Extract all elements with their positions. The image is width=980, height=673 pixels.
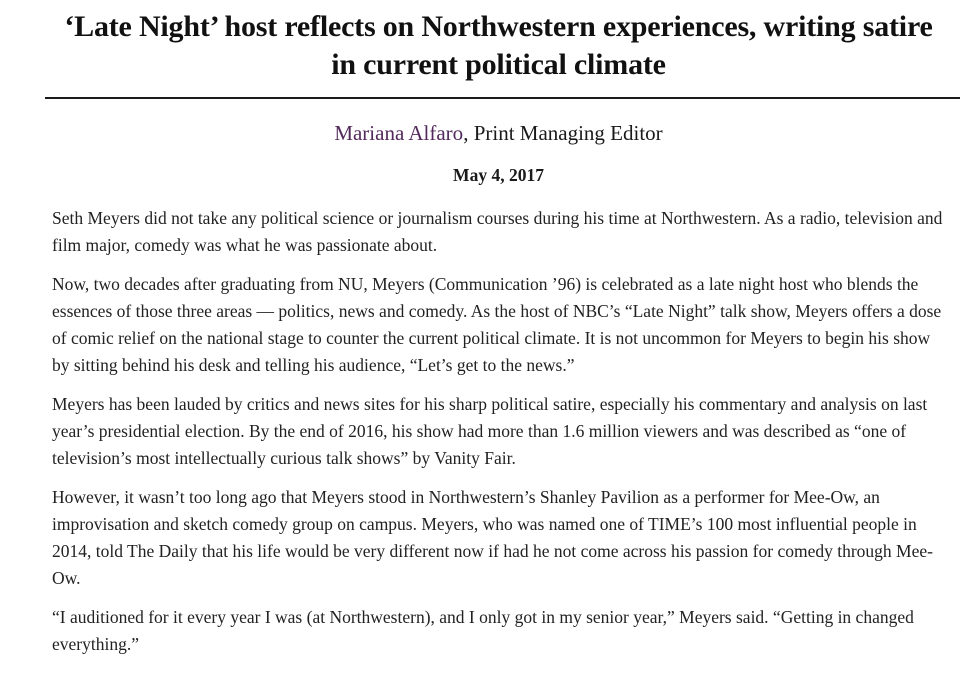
article-paragraph: “I auditioned for it every year I was (at Northwestern), and I only got in my senior year,” Meyers said. “Getting in changed everything.” xyxy=(52,607,914,654)
article-paragraph: Seth Meyers did not take any political science or journalism courses during his time at Northwestern. As a radio, television and film major, comedy was what he was passionate about. xyxy=(52,208,943,255)
article-paragraph: However, it wasn’t too long ago that Meyers stood in Northwestern’s Shanley Pavilion as a performer for Mee-Ow, an improvisation and sketch comedy group on campus. Meyers, who was named one of TIME’s 100 most influential people in 2014, told The Daily that his life would be very different now if had he not come across his passion for comedy through Mee-Ow. xyxy=(52,487,933,588)
article xyxy=(0,8,980,658)
byline xyxy=(52,120,945,147)
author-link[interactable]: Mariana Alfaro xyxy=(334,121,464,145)
title-divider xyxy=(45,97,960,99)
byline-role: , Print Managing Editor xyxy=(463,121,663,145)
article-body xyxy=(52,205,945,658)
article-date: May 4, 2017 xyxy=(453,165,544,185)
article-paragraph: Now, two decades after graduating from NU, Meyers (Communication ’96) is celebrated as a late night host who blends the essences of those three areas — politics, news and comedy. As the host of NBC’s “Late Night” talk show, Meyers offers a dose of comic relief on the national stage to counter the current political climate. It is not uncommon for Meyers to begin his show by sitting behind his desk and telling his audience, “Let’s get to the news.” xyxy=(52,274,942,375)
article-title: ‘Late Night’ host reflects on Northwestern experiences, writing satire in current political climate xyxy=(64,10,933,81)
article-paragraph: Meyers has been lauded by critics and news sites for his sharp political satire, especially his commentary and analysis on last year’s presidential election. By the end of 2016, his show had more than 1.6 million viewers and was described as “one of television’s most intellectually curious talk shows” by Vanity Fair. xyxy=(52,394,928,468)
